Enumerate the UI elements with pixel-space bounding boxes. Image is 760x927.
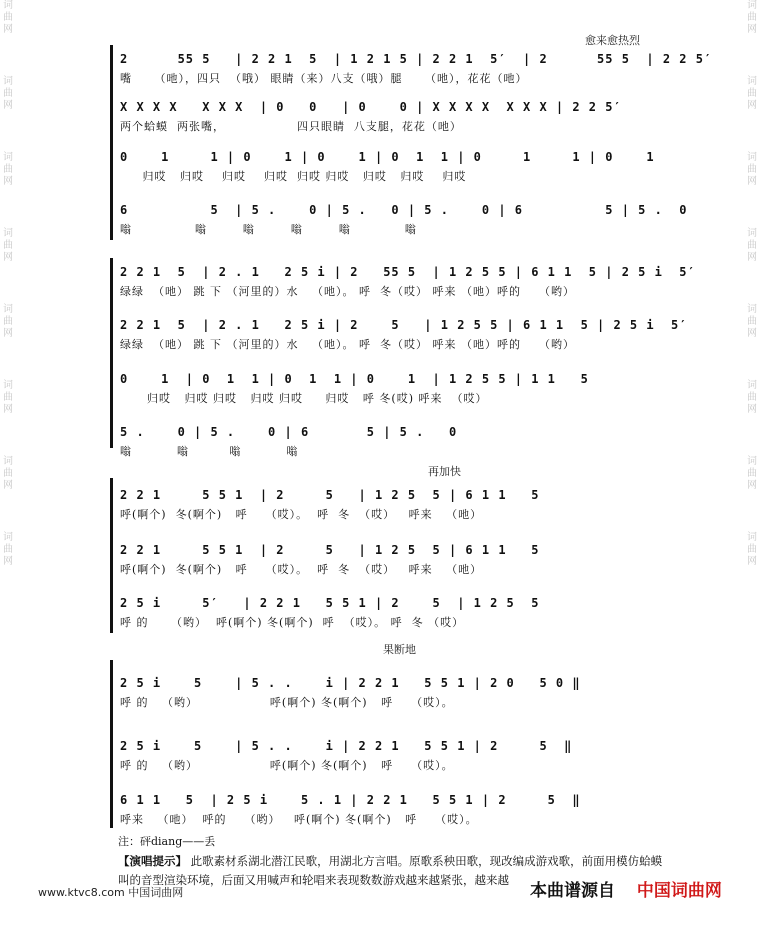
system-1-staff-2	[120, 100, 660, 148]
watermark-glyph: 曲	[747, 468, 757, 479]
score-notes: 5 . 0 | 5 . 0 | 6 5 | 5 . 0	[120, 425, 458, 439]
system-2-staff-1	[120, 265, 696, 313]
score-notes: 2 2 1 5 | 2 . 1 2 5 i | 2 5 | 1 2 5 5 | 6 1 1 5 | 2 5 i 5′	[120, 318, 688, 332]
watermark-glyph: 曲	[747, 12, 757, 23]
watermark-glyph: 词	[747, 0, 757, 11]
system-2-staff-3	[120, 372, 660, 420]
score-notes: 0 1 | 0 1 1 | 0 1 1 | 0 1 | 1 2 5 5 | 1 1 5	[120, 372, 589, 386]
left-watermark-strip	[0, 0, 16, 927]
watermark-glyph: 词	[747, 456, 757, 467]
system-2-bracket	[110, 258, 113, 448]
watermark-glyph-group	[0, 532, 16, 568]
watermark-glyph: 词	[3, 152, 13, 163]
score-notes: 2 2 1 5 5 1 | 2 5 | 1 2 5 5 | 6 1 1 5	[120, 488, 540, 502]
watermark-glyph: 词	[747, 76, 757, 87]
watermark-glyph: 曲	[3, 392, 13, 403]
watermark-glyph: 网	[747, 100, 757, 111]
score-lyrics: 两个蛤蟆 两张嘴， 四只眼睛 八支腿，花花（吔）	[120, 120, 462, 133]
score-lyrics: 呼 的 （哟） 呼(啊个) 冬(啊个) 呼 （哎）。 呼 冬 （哎）	[120, 616, 465, 629]
watermark-glyph: 曲	[747, 544, 757, 555]
watermark-glyph: 曲	[747, 88, 757, 99]
watermark-glyph: 词	[747, 152, 757, 163]
score-notes: 6 5 | 5 . 0 | 5 . 0 | 5 . 0 | 6 5 | 5 . 0	[120, 203, 688, 217]
score-lyrics: 呼(啊个) 冬(啊个) 呼 （哎）。 呼 冬 （哎） 呼来 （吔）	[120, 563, 483, 576]
system-4-bracket	[110, 660, 113, 828]
score-notes: 2 5 i 5′ | 2 2 1 5 5 1 | 2 5 | 1 2 5 5	[120, 596, 540, 610]
score-lyrics: 嗡 嗡 嗡 嗡	[120, 445, 299, 458]
performance-note-text: 此歌素材系湖北潜江民歌，用湖北方言唱。原歌系秧田歌，现改编成游戏歌，前面用模仿蛤蟆叫的音型渲染环境，后面又用喊声和轮唱来表现数数游戏越来越紧张，越来越	[118, 854, 663, 887]
watermark-glyph: 网	[3, 100, 13, 111]
score-notes: 2 2 1 5 5 1 | 2 5 | 1 2 5 5 | 6 1 1 5	[120, 543, 540, 557]
watermark-glyph-group	[0, 76, 16, 112]
watermark-glyph: 网	[747, 404, 757, 415]
system-2-staff-4	[120, 425, 660, 473]
watermark-glyph-group	[744, 76, 760, 112]
system-3-staff-3	[120, 596, 660, 644]
watermark-glyph: 曲	[3, 544, 13, 555]
system-3-staff-2	[120, 543, 660, 591]
system-3-bracket	[110, 478, 113, 633]
watermark-glyph-group	[0, 304, 16, 340]
score-lyrics: 归哎 归哎 归哎 归哎 归哎 归哎 归哎 归哎 归哎	[120, 170, 467, 183]
watermark-glyph: 曲	[3, 164, 13, 175]
watermark-glyph-group	[0, 0, 16, 36]
watermark-glyph: 网	[747, 252, 757, 263]
watermark-glyph-group	[744, 0, 760, 36]
score-lyrics: 呼(啊个) 冬(啊个) 呼 （哎）。 呼 冬 （哎） 呼来 （吔）	[120, 508, 483, 521]
tempo-mark-accel: 再加快	[428, 465, 461, 478]
watermark-glyph: 网	[3, 480, 13, 491]
score-lyrics: 绿绿 （吔） 跳 下 （河里的）水 （吔）。 呼 冬（哎） 呼来 （吔）呼的 （哟）	[120, 338, 575, 351]
watermark-glyph: 网	[3, 252, 13, 263]
watermark-glyph: 曲	[3, 468, 13, 479]
watermark-glyph: 曲	[747, 316, 757, 327]
system-1-bracket	[110, 45, 113, 240]
watermark-glyph: 网	[747, 24, 757, 35]
watermark-glyph-group	[744, 152, 760, 188]
watermark-glyph: 网	[3, 176, 13, 187]
system-1-staff-1	[120, 52, 713, 100]
watermark-glyph-group	[0, 152, 16, 188]
system-3-staff-1	[120, 488, 660, 536]
watermark-glyph: 网	[3, 24, 13, 35]
score-lyrics: 呼来 （吔） 呼的 （哟） 呼(啊个) 冬(啊个) 呼 （哎）。	[120, 813, 478, 826]
score-lyrics: 呼 的 （哟） 呼(啊个) 冬(啊个) 呼 （哎）。	[120, 759, 454, 772]
watermark-glyph-group	[744, 228, 760, 264]
system-1-staff-3	[120, 150, 660, 198]
watermark-glyph: 词	[747, 228, 757, 239]
watermark-glyph: 词	[3, 0, 13, 11]
watermark-glyph: 网	[3, 556, 13, 567]
watermark-glyph: 曲	[747, 164, 757, 175]
footer-url[interactable]: www.ktvc8.com 中国词曲网	[38, 886, 184, 899]
watermark-glyph: 词	[747, 380, 757, 391]
watermark-glyph-group	[0, 456, 16, 492]
system-2-staff-2	[120, 318, 688, 366]
footer-brand-link[interactable]: 中国词曲网	[636, 881, 722, 901]
watermark-glyph: 词	[3, 456, 13, 467]
watermark-glyph: 曲	[3, 316, 13, 327]
watermark-glyph: 曲	[3, 12, 13, 23]
performance-note-label: 【演唱提示】	[118, 854, 187, 868]
score-notes: 2 5 i 5 | 5 . . i | 2 2 1 5 5 1 | 2 0 5 0 ‖	[120, 676, 581, 690]
score-lyrics: 嗡 嗡 嗡 嗡 嗡 嗡	[120, 223, 417, 236]
watermark-glyph: 网	[747, 556, 757, 567]
watermark-glyph: 词	[747, 304, 757, 315]
watermark-glyph: 曲	[3, 240, 13, 251]
score-notes: 2 5 i 5 | 5 . . i | 2 2 1 5 5 1 | 2 5 ‖	[120, 739, 573, 753]
watermark-glyph-group	[744, 532, 760, 568]
footer-source-label: 本曲谱源自	[530, 881, 615, 901]
score-lyrics: 绿绿 （吔） 跳 下 （河里的）水 （吔）。 呼 冬（哎） 呼来 （吔）呼的 （哟）	[120, 285, 575, 298]
system-4-staff-1	[120, 676, 660, 724]
watermark-glyph: 词	[3, 76, 13, 87]
system-4-staff-2	[120, 739, 660, 787]
score-notes: 2 2 1 5 | 2 . 1 2 5 i | 2 55 5 | 1 2 5 5 | 6 1 1 5 | 2 5 i 5′	[120, 265, 696, 279]
tempo-mark-top: 愈来愈热烈	[585, 34, 640, 47]
watermark-glyph: 网	[747, 176, 757, 187]
score-lyrics: 嘴 （吔），四只 （哦） 眼睛（来）八支（哦）腿 （吔），花花（吔）	[120, 72, 528, 85]
system-1-staff-4	[120, 203, 688, 251]
score-notes: 6 1 1 5 | 2 5 i 5 . 1 | 2 2 1 5 5 1 | 2 5 ‖	[120, 793, 581, 807]
watermark-glyph: 曲	[747, 240, 757, 251]
score-notes: 2 55 5 | 2 2 1 5 | 1 2 1 5 | 2 2 1 5′ | 2 55 5 | 2 2 5′	[120, 52, 713, 66]
footer-source	[530, 876, 722, 901]
watermark-glyph: 词	[3, 304, 13, 315]
watermark-glyph: 曲	[3, 88, 13, 99]
score-notes: X X X X X X X | 0 0 | 0 0 | X X X X X X X | 2 2 5′	[120, 100, 622, 114]
watermark-glyph: 网	[747, 328, 757, 339]
watermark-glyph: 网	[747, 480, 757, 491]
score-notes: 0 1 1 | 0 1 | 0 1 | 0 1 1 | 0 1 1 | 0 1	[120, 150, 655, 164]
watermark-glyph: 词	[3, 228, 13, 239]
score-lyrics: 归哎 归哎 归哎 归哎 归哎 归哎 呼 冬(哎) 呼来 （哎）	[120, 392, 488, 405]
watermark-glyph-group	[744, 380, 760, 416]
watermark-glyph-group	[0, 380, 16, 416]
right-watermark-strip	[744, 0, 760, 927]
watermark-glyph: 网	[3, 404, 13, 415]
score-lyrics: 呼 的 （哟） 呼(啊个) 冬(啊个) 呼 （哎）。	[120, 696, 454, 709]
watermark-glyph-group	[744, 304, 760, 340]
watermark-glyph: 词	[747, 532, 757, 543]
watermark-glyph-group	[0, 228, 16, 264]
watermark-glyph: 词	[3, 532, 13, 543]
watermark-glyph: 曲	[747, 392, 757, 403]
watermark-glyph: 词	[3, 380, 13, 391]
watermark-glyph: 网	[3, 328, 13, 339]
watermark-glyph-group	[744, 456, 760, 492]
tempo-mark-decisive: 果断地	[383, 643, 416, 656]
footnote: 注：砰diang——丢	[118, 835, 216, 848]
